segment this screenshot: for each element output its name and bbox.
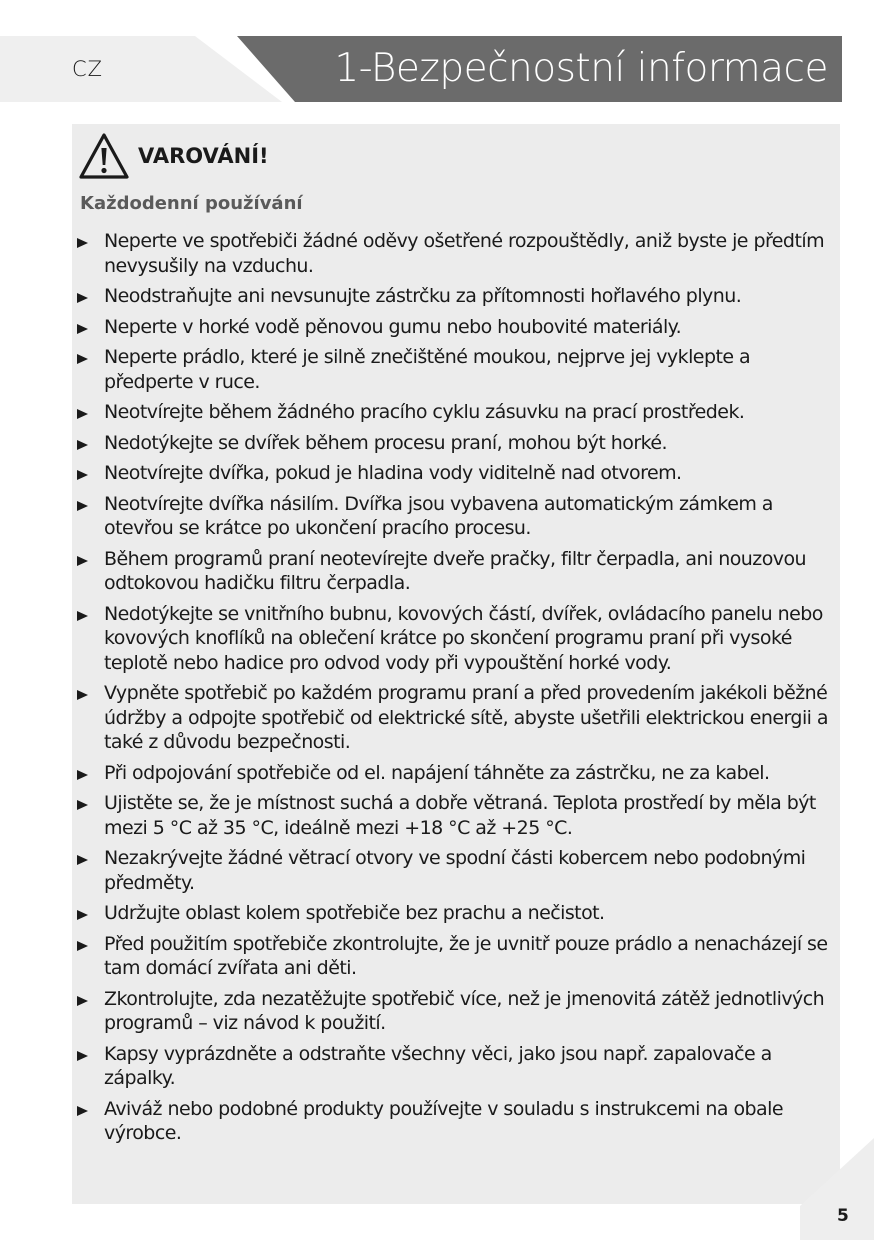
- list-item: [76, 1097, 836, 1146]
- language-code: CZ: [72, 57, 104, 81]
- bullet-arrow-icon: [77, 409, 88, 419]
- list-item: [76, 1042, 836, 1091]
- list-item: [76, 681, 836, 755]
- list-item-text: Udržujte oblast kolem spotřebiče bez prachu a nečistot.: [104, 902, 605, 924]
- list-item: [76, 932, 836, 981]
- safety-panel: [72, 124, 840, 1204]
- page-title: 1-Bezpečnostní informace: [334, 46, 828, 91]
- list-item-text: Neodstraňujte ani nevsunujte zástrčku za přítomnosti hořlavého plynu.: [104, 285, 742, 307]
- bullet-arrow-icon: [77, 470, 88, 480]
- list-item-text: Ujistěte se, že je místnost suchá a dobře větraná. Teplota prostředí by měla být mezi 5 °C až 35 °C, ideálně mezi +18 °C až +25 °C.: [104, 792, 816, 839]
- list-item: [76, 229, 836, 278]
- list-item-text: Neotvírejte dvířka násilím. Dvířka jsou vybavena automatickým zámkem a otevřou se krátce po ukončení pracího procesu.: [104, 492, 773, 539]
- list-item-text: Při odpojování spotřebiče od el. napájení táhněte za zástrčku, ne za kabel.: [104, 761, 770, 784]
- list-item: [76, 602, 836, 676]
- list-item: [76, 791, 836, 840]
- warning-label: VAROVÁNÍ!: [138, 144, 269, 168]
- bullet-arrow-icon: [77, 440, 88, 450]
- list-item-text: Nedotýkejte se dvířek během procesu praní, mohou být horké.: [104, 431, 667, 454]
- bullet-arrow-icon: [77, 501, 88, 511]
- list-item-text: Zkontrolujte, zda nezatěžujte spotřebič více, než je jmenovitá zátěž jednotlivých programů – viz návod k použití.: [104, 987, 825, 1034]
- bullet-arrow-icon: [77, 238, 88, 248]
- bullet-arrow-icon: [77, 556, 88, 566]
- warning-header: [78, 130, 269, 182]
- bullet-arrow-icon: [77, 800, 88, 810]
- list-item-text: Vypněte spotřebič po každém programu praní a před provedením jakékoli běžné údržby a odpojte spotřebič od elektrické sítě, abyste ušetřili elektrickou energii a také z důvodu bezpečnosti.: [104, 682, 828, 753]
- list-item: [76, 901, 836, 926]
- list-item-text: Před použitím spotřebiče zkontrolujte, že je uvnitř pouze prádlo a nenacházejí se tam domácí zvířata ani děti.: [104, 932, 828, 979]
- bullet-arrow-icon: [77, 324, 88, 334]
- bullet-arrow-icon: [77, 293, 88, 303]
- list-item: [76, 431, 836, 456]
- bullet-arrow-icon: [77, 941, 88, 951]
- list-item: [76, 315, 836, 340]
- bullet-arrow-icon: [77, 690, 88, 700]
- bullet-arrow-icon: [77, 611, 88, 621]
- list-item-text: Neotvírejte dvířka, pokud je hladina vody viditelně nad otvorem.: [104, 462, 682, 484]
- bullet-arrow-icon: [77, 770, 88, 780]
- bullet-arrow-icon: [77, 354, 88, 364]
- list-item: [76, 761, 836, 786]
- list-item: [76, 284, 836, 309]
- list-item: [76, 461, 836, 486]
- list-item-text: Během programů praní neotevírejte dveře pračky, filtr čerpadla, ani nouzovou odtokovou hadičku filtru čerpadla.: [104, 547, 807, 594]
- list-item: [76, 547, 836, 596]
- list-item-text: Nedotýkejte se vnitřního bubnu, kovových částí, dvířek, ovládacího panelu nebo kovových knoflíků na oblečení krátce po skončení programu praní při vysoké teplotě nebo hadice pro odvod vody při vypouštění horké vody.: [104, 602, 823, 674]
- list-item-text: Neperte ve spotřebiči žádné oděvy ošetřené rozpouštědly, aniž byste je předtím nevysušily na vzduchu.: [104, 230, 825, 277]
- section-heading: Každodenní používání: [80, 193, 303, 214]
- list-item-text: Neperte v horké vodě pěnovou gumu nebo houbovité materiály.: [104, 315, 682, 338]
- bullet-arrow-icon: [77, 910, 88, 920]
- warning-triangle-icon: [78, 131, 130, 181]
- bullet-arrow-icon: [77, 1106, 88, 1116]
- list-item-text: Kapsy vyprázdněte a odstraňte všechny věci, jako jsou např. zapalovače a zápalky.: [104, 1042, 772, 1089]
- list-item: [76, 400, 836, 425]
- page-number: 5: [837, 1206, 849, 1226]
- list-item-text: Neotvírejte během žádného pracího cyklu zásuvku na prací prostředek.: [104, 401, 745, 423]
- bullet-arrow-icon: [77, 996, 88, 1006]
- bullet-arrow-icon: [77, 855, 88, 865]
- list-item-text: Nezakrývejte žádné větrací otvory ve spodní části kobercem nebo podobnými předměty.: [104, 847, 806, 894]
- list-item: [76, 345, 836, 394]
- list-item: [76, 987, 836, 1036]
- list-item: [76, 492, 836, 541]
- bullet-arrow-icon: [77, 1051, 88, 1061]
- safety-list: [76, 229, 836, 1152]
- list-item: [76, 846, 836, 895]
- list-item-text: Aviváž nebo podobné produkty používejte v souladu s instrukcemi na obale výrobce.: [104, 1097, 784, 1144]
- header-left-tab: [0, 36, 282, 102]
- list-item-text: Neperte prádlo, které je silně znečištěné moukou, nejprve jej vyklepte a předperte v ruce.: [104, 346, 751, 393]
